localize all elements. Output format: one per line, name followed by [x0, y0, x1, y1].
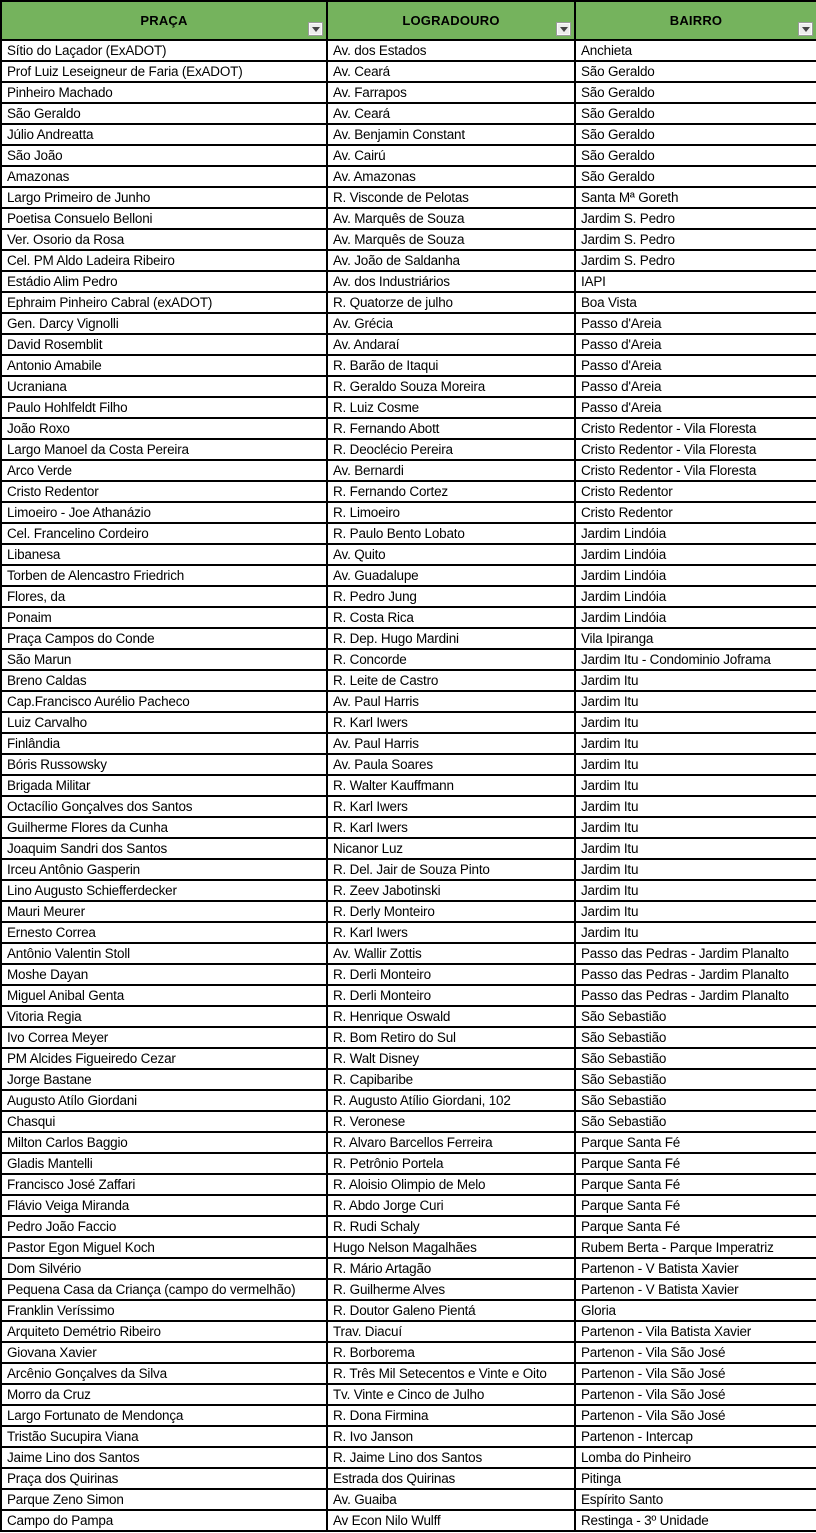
cell-praca[interactable]: São João: [1, 145, 327, 166]
table-row: [1, 355, 816, 376]
cell-praca[interactable]: Pedro João Faccio: [1, 1216, 327, 1237]
cell-praca[interactable]: Tristão Sucupira Viana: [1, 1426, 327, 1447]
table-row: [1, 1363, 816, 1384]
cell-bairro[interactable]: Jardim Itu: [575, 880, 816, 901]
cell-bairro[interactable]: São Sebastião: [575, 1069, 816, 1090]
cell-logradouro[interactable]: R. Guilherme Alves: [327, 1279, 575, 1300]
cell-logradouro[interactable]: R. Capibaribe: [327, 1069, 575, 1090]
table-row: [1, 1426, 816, 1447]
cell-logradouro[interactable]: R. Veronese: [327, 1111, 575, 1132]
cell-praca[interactable]: Largo Primeiro de Junho: [1, 187, 327, 208]
cell-logradouro[interactable]: Av. Guaiba: [327, 1489, 575, 1510]
table-row: [1, 439, 816, 460]
cell-logradouro[interactable]: R. Barão de Itaqui: [327, 355, 575, 376]
cell-logradouro[interactable]: R. Walt Disney: [327, 1048, 575, 1069]
cell-bairro[interactable]: Boa Vista: [575, 292, 816, 313]
cell-praca[interactable]: Dom Silvério: [1, 1258, 327, 1279]
table-body: [1, 40, 816, 1531]
cell-praca[interactable]: Vitoria Regia: [1, 1006, 327, 1027]
table-row: [1, 565, 816, 586]
table-row: [1, 1405, 816, 1426]
table-row: [1, 817, 816, 838]
cell-bairro[interactable]: Jardim Lindóia: [575, 607, 816, 628]
table-row: [1, 397, 816, 418]
cell-bairro[interactable]: Jardim Itu: [575, 838, 816, 859]
cell-praca[interactable]: João Roxo: [1, 418, 327, 439]
table-row: [1, 796, 816, 817]
table-row: [1, 964, 816, 985]
cell-praca[interactable]: Arco Verde: [1, 460, 327, 481]
cell-bairro[interactable]: Passo d'Areia: [575, 313, 816, 334]
cell-praca[interactable]: Paulo Hohlfeldt Filho: [1, 397, 327, 418]
cell-bairro[interactable]: Cristo Redentor - Vila Floresta: [575, 460, 816, 481]
cell-bairro[interactable]: São Sebastião: [575, 1027, 816, 1048]
cell-praca[interactable]: Pequena Casa da Criança (campo do vermelhão): [1, 1279, 327, 1300]
table-row: [1, 943, 816, 964]
cell-praca[interactable]: Ponaim: [1, 607, 327, 628]
cell-bairro[interactable]: Gloria: [575, 1300, 816, 1321]
cell-praca[interactable]: Poetisa Consuelo Belloni: [1, 208, 327, 229]
cell-logradouro[interactable]: R. Pedro Jung: [327, 586, 575, 607]
table-row: [1, 1300, 816, 1321]
cell-praca[interactable]: Cristo Redentor: [1, 481, 327, 502]
cell-bairro[interactable]: Santa Mª Goreth: [575, 187, 816, 208]
cell-logradouro[interactable]: Av. Grécia: [327, 313, 575, 334]
cell-logradouro[interactable]: R. Paulo Bento Lobato: [327, 523, 575, 544]
cell-bairro[interactable]: Rubem Berta - Parque Imperatriz: [575, 1237, 816, 1258]
table-row: [1, 901, 816, 922]
cell-bairro[interactable]: Parque Santa Fé: [575, 1195, 816, 1216]
cell-praca[interactable]: Largo Fortunato de Mendonça: [1, 1405, 327, 1426]
cell-praca[interactable]: Augusto Atílo Giordani: [1, 1090, 327, 1111]
cell-logradouro[interactable]: R. Augusto Atílio Giordani, 102: [327, 1090, 575, 1111]
cell-praca[interactable]: Jorge Bastane: [1, 1069, 327, 1090]
cell-logradouro[interactable]: Av. Wallir Zottis: [327, 943, 575, 964]
cell-bairro[interactable]: Jardim Itu: [575, 796, 816, 817]
cell-bairro[interactable]: Anchieta: [575, 40, 816, 61]
table-row: [1, 775, 816, 796]
table-row: [1, 82, 816, 103]
cell-praca[interactable]: Ver. Osorio da Rosa: [1, 229, 327, 250]
table-row: [1, 1447, 816, 1468]
table-row: [1, 40, 816, 61]
table-row: [1, 166, 816, 187]
cell-logradouro[interactable]: R. Abdo Jorge Curi: [327, 1195, 575, 1216]
cell-praca[interactable]: PM Alcides Figueiredo Cezar: [1, 1048, 327, 1069]
filter-dropdown-button-praca[interactable]: [308, 22, 323, 36]
cell-praca[interactable]: Chasqui: [1, 1111, 327, 1132]
cell-bairro[interactable]: São Geraldo: [575, 124, 816, 145]
cell-bairro[interactable]: Cristo Redentor - Vila Floresta: [575, 418, 816, 439]
cell-bairro[interactable]: Jardim Itu - Condominio Joframa: [575, 649, 816, 670]
cell-bairro[interactable]: Restinga - 3º Unidade: [575, 1510, 816, 1531]
cell-logradouro[interactable]: R. Deoclécio Pereira: [327, 439, 575, 460]
cell-logradouro[interactable]: Av. Bernardi: [327, 460, 575, 481]
cell-logradouro[interactable]: R. Petrônio Portela: [327, 1153, 575, 1174]
cell-praca[interactable]: Cel. PM Aldo Ladeira Ribeiro: [1, 250, 327, 271]
cell-bairro[interactable]: Partenon - Vila Batista Xavier: [575, 1321, 816, 1342]
cell-logradouro[interactable]: Av. dos Industriários: [327, 271, 575, 292]
cell-praca[interactable]: Morro da Cruz: [1, 1384, 327, 1405]
cell-bairro[interactable]: Passo das Pedras - Jardim Planalto: [575, 985, 816, 1006]
cell-praca[interactable]: Parque Zeno Simon: [1, 1489, 327, 1510]
cell-logradouro[interactable]: Av Econ Nilo Wulff: [327, 1510, 575, 1531]
table-row: [1, 1342, 816, 1363]
cell-bairro[interactable]: Passo d'Areia: [575, 397, 816, 418]
cell-praca[interactable]: Moshe Dayan: [1, 964, 327, 985]
cell-bairro[interactable]: Jardim Itu: [575, 817, 816, 838]
cell-bairro[interactable]: Passo d'Areia: [575, 334, 816, 355]
cell-praca[interactable]: Ivo Correa Meyer: [1, 1027, 327, 1048]
cell-praca[interactable]: Pastor Egon Miguel Koch: [1, 1237, 327, 1258]
cell-bairro[interactable]: Cristo Redentor - Vila Floresta: [575, 439, 816, 460]
cell-logradouro[interactable]: R. Bom Retiro do Sul: [327, 1027, 575, 1048]
cell-bairro[interactable]: Jardim Lindóia: [575, 565, 816, 586]
table-row: [1, 124, 816, 145]
cell-bairro[interactable]: Partenon - Vila São José: [575, 1384, 816, 1405]
cell-logradouro[interactable]: R. Concorde: [327, 649, 575, 670]
cell-bairro[interactable]: Espírito Santo: [575, 1489, 816, 1510]
cell-praca[interactable]: Finlândia: [1, 733, 327, 754]
cell-bairro[interactable]: Lomba do Pinheiro: [575, 1447, 816, 1468]
table-row: [1, 1048, 816, 1069]
table-row: [1, 481, 816, 502]
cell-praca[interactable]: Lino Augusto Schiefferdecker: [1, 880, 327, 901]
table-row: [1, 1006, 816, 1027]
cell-logradouro[interactable]: R. Limoeiro: [327, 502, 575, 523]
cell-praca[interactable]: Largo Manoel da Costa Pereira: [1, 439, 327, 460]
cell-bairro[interactable]: Cristo Redentor: [575, 502, 816, 523]
cell-praca[interactable]: Joaquim Sandri dos Santos: [1, 838, 327, 859]
cell-logradouro[interactable]: R. Dep. Hugo Mardini: [327, 628, 575, 649]
cell-logradouro[interactable]: Av. João de Saldanha: [327, 250, 575, 271]
cell-bairro[interactable]: Partenon - Vila São José: [575, 1342, 816, 1363]
table-row: [1, 376, 816, 397]
cell-bairro[interactable]: IAPI: [575, 271, 816, 292]
filter-dropdown-button-bairro[interactable]: [798, 22, 813, 36]
table-row: [1, 334, 816, 355]
cell-logradouro[interactable]: R. Borborema: [327, 1342, 575, 1363]
cell-praca[interactable]: Praça Campos do Conde: [1, 628, 327, 649]
cell-praca[interactable]: Giovana Xavier: [1, 1342, 327, 1363]
cell-logradouro[interactable]: R. Walter Kauffmann: [327, 775, 575, 796]
cell-logradouro[interactable]: R. Geraldo Souza Moreira: [327, 376, 575, 397]
table-row: [1, 670, 816, 691]
cell-logradouro[interactable]: Av. Marquês de Souza: [327, 229, 575, 250]
cell-praca[interactable]: Estádio Alim Pedro: [1, 271, 327, 292]
cell-praca[interactable]: Gen. Darcy Vignolli: [1, 313, 327, 334]
cell-praca[interactable]: Praça dos Quirinas: [1, 1468, 327, 1489]
cell-praca[interactable]: São Marun: [1, 649, 327, 670]
cell-praca[interactable]: Ephraim Pinheiro Cabral (exADOT): [1, 292, 327, 313]
cell-praca[interactable]: Antonio Amabile: [1, 355, 327, 376]
filter-dropdown-icon: [312, 27, 320, 32]
cell-logradouro[interactable]: Trav. Diacuí: [327, 1321, 575, 1342]
table-row: [1, 418, 816, 439]
cell-logradouro[interactable]: Tv. Vinte e Cinco de Julho: [327, 1384, 575, 1405]
column-header-logradouro-label: LOGRADOURO: [402, 13, 500, 28]
table-row: [1, 1258, 816, 1279]
cell-praca[interactable]: Ernesto Correa: [1, 922, 327, 943]
cell-praca[interactable]: Arquiteto Demétrio Ribeiro: [1, 1321, 327, 1342]
header-row: [1, 1, 816, 40]
cell-logradouro[interactable]: R. Mário Artagão: [327, 1258, 575, 1279]
cell-logradouro[interactable]: Av. Paul Harris: [327, 733, 575, 754]
cell-bairro[interactable]: Jardim Itu: [575, 775, 816, 796]
table-row: [1, 187, 816, 208]
column-header-logradouro[interactable]: [327, 1, 575, 40]
cell-logradouro[interactable]: R. Jaime Lino dos Santos: [327, 1447, 575, 1468]
cell-praca[interactable]: Francisco José Zaffari: [1, 1174, 327, 1195]
cell-praca[interactable]: Ucraniana: [1, 376, 327, 397]
cell-logradouro[interactable]: R. Aloisio Olimpio de Melo: [327, 1174, 575, 1195]
table-row: [1, 1237, 816, 1258]
cell-praca[interactable]: Bóris Russowsky: [1, 754, 327, 775]
cell-logradouro[interactable]: Av. Quito: [327, 544, 575, 565]
cell-logradouro[interactable]: R. Derli Monteiro: [327, 964, 575, 985]
cell-praca[interactable]: Octacílio Gonçalves dos Santos: [1, 796, 327, 817]
cell-logradouro[interactable]: Av. Paul Harris: [327, 691, 575, 712]
cell-praca[interactable]: Sítio do Laçador (ExADOT): [1, 40, 327, 61]
table-row: [1, 1384, 816, 1405]
table-row: [1, 1489, 816, 1510]
cell-bairro[interactable]: Jardim Itu: [575, 922, 816, 943]
cell-logradouro[interactable]: R. Del. Jair de Souza Pinto: [327, 859, 575, 880]
table-row: [1, 649, 816, 670]
table-row: [1, 1132, 816, 1153]
cell-praca[interactable]: Mauri Meurer: [1, 901, 327, 922]
cell-logradouro[interactable]: R. Karl Iwers: [327, 817, 575, 838]
cell-bairro[interactable]: Jardim S. Pedro: [575, 250, 816, 271]
table-row: [1, 1468, 816, 1489]
table-row: [1, 229, 816, 250]
table-row: [1, 1216, 816, 1237]
cell-bairro[interactable]: Jardim Itu: [575, 901, 816, 922]
cell-logradouro[interactable]: R. Luiz Cosme: [327, 397, 575, 418]
cell-logradouro[interactable]: R. Fernando Abott: [327, 418, 575, 439]
cell-praca[interactable]: Flores, da: [1, 586, 327, 607]
table-row: [1, 250, 816, 271]
table-row: [1, 61, 816, 82]
cell-praca[interactable]: Cel. Francelino Cordeiro: [1, 523, 327, 544]
cell-bairro[interactable]: Parque Santa Fé: [575, 1216, 816, 1237]
cell-bairro[interactable]: Parque Santa Fé: [575, 1174, 816, 1195]
cell-praca[interactable]: Pinheiro Machado: [1, 82, 327, 103]
cell-praca[interactable]: Brigada Militar: [1, 775, 327, 796]
column-header-bairro-label: BAIRRO: [669, 13, 723, 28]
table-row: [1, 1069, 816, 1090]
cell-bairro[interactable]: Jardim Itu: [575, 712, 816, 733]
table-row: [1, 691, 816, 712]
table-row: [1, 586, 816, 607]
cell-praca[interactable]: Limoeiro - Joe Athanázio: [1, 502, 327, 523]
cell-bairro[interactable]: Jardim Lindóia: [575, 523, 816, 544]
cell-bairro[interactable]: São Sebastião: [575, 1048, 816, 1069]
cell-praca[interactable]: Jaime Lino dos Santos: [1, 1447, 327, 1468]
cell-bairro[interactable]: Passo das Pedras - Jardim Planalto: [575, 943, 816, 964]
table-row: [1, 754, 816, 775]
cell-bairro[interactable]: Jardim Itu: [575, 670, 816, 691]
cell-logradouro[interactable]: R. Karl Iwers: [327, 796, 575, 817]
cell-logradouro[interactable]: R. Dona Firmina: [327, 1405, 575, 1426]
filter-dropdown-icon: [802, 27, 810, 32]
cell-logradouro[interactable]: Av. Cairú: [327, 145, 575, 166]
cell-praca[interactable]: Amazonas: [1, 166, 327, 187]
table-row: [1, 712, 816, 733]
cell-praca[interactable]: Prof Luiz Leseigneur de Faria (ExADOT): [1, 61, 327, 82]
table-row: [1, 1153, 816, 1174]
cell-praca[interactable]: Júlio Andreatta: [1, 124, 327, 145]
cell-logradouro[interactable]: Nicanor Luz: [327, 838, 575, 859]
table-row: [1, 1111, 816, 1132]
cell-logradouro[interactable]: Av. Ceará: [327, 103, 575, 124]
cell-bairro[interactable]: Jardim Itu: [575, 859, 816, 880]
cell-bairro[interactable]: Partenon - Intercap: [575, 1426, 816, 1447]
cell-logradouro[interactable]: R. Karl Iwers: [327, 712, 575, 733]
table-row: [1, 1321, 816, 1342]
cell-logradouro[interactable]: Av. Farrapos: [327, 82, 575, 103]
table-row: [1, 628, 816, 649]
table-row: [1, 1027, 816, 1048]
cell-logradouro[interactable]: R. Quatorze de julho: [327, 292, 575, 313]
column-header-praca-label: PRAÇA: [140, 13, 188, 28]
cell-praca[interactable]: Breno Caldas: [1, 670, 327, 691]
cell-praca[interactable]: Guilherme Flores da Cunha: [1, 817, 327, 838]
cell-logradouro[interactable]: R. Ivo Janson: [327, 1426, 575, 1447]
cell-bairro[interactable]: São Geraldo: [575, 103, 816, 124]
cell-praca[interactable]: Arcênio Gonçalves da Silva: [1, 1363, 327, 1384]
cell-logradouro[interactable]: Av. Paula Soares: [327, 754, 575, 775]
cell-bairro[interactable]: Passo d'Areia: [575, 355, 816, 376]
cell-logradouro[interactable]: R. Zeev Jabotinski: [327, 880, 575, 901]
cell-logradouro[interactable]: R. Três Mil Setecentos e Vinte e Oito: [327, 1363, 575, 1384]
table-row: [1, 1174, 816, 1195]
cell-logradouro[interactable]: R. Fernando Cortez: [327, 481, 575, 502]
table-row: [1, 103, 816, 124]
cell-praca[interactable]: Torben de Alencastro Friedrich: [1, 565, 327, 586]
cell-logradouro[interactable]: R. Costa Rica: [327, 607, 575, 628]
cell-logradouro[interactable]: R. Karl Iwers: [327, 922, 575, 943]
cell-bairro[interactable]: São Geraldo: [575, 166, 816, 187]
table-row: [1, 733, 816, 754]
cell-bairro[interactable]: Partenon - V Batista Xavier: [575, 1258, 816, 1279]
cell-bairro[interactable]: São Geraldo: [575, 82, 816, 103]
table-row: [1, 292, 816, 313]
cell-bairro[interactable]: Pitinga: [575, 1468, 816, 1489]
cell-praca[interactable]: Milton Carlos Baggio: [1, 1132, 327, 1153]
filter-dropdown-icon: [560, 27, 568, 32]
cell-praca[interactable]: Campo do Pampa: [1, 1510, 327, 1531]
table-row: [1, 1279, 816, 1300]
table-row: [1, 922, 816, 943]
cell-logradouro[interactable]: R. Henrique Oswald: [327, 1006, 575, 1027]
table-row: [1, 208, 816, 229]
table-row: [1, 460, 816, 481]
cell-bairro[interactable]: Vila Ipiranga: [575, 628, 816, 649]
cell-logradouro[interactable]: Hugo Nelson Magalhães: [327, 1237, 575, 1258]
cell-bairro[interactable]: Partenon - V Batista Xavier: [575, 1279, 816, 1300]
cell-bairro[interactable]: Parque Santa Fé: [575, 1153, 816, 1174]
cell-bairro[interactable]: São Geraldo: [575, 145, 816, 166]
cell-bairro[interactable]: Jardim Lindóia: [575, 544, 816, 565]
cell-logradouro[interactable]: Av. Ceará: [327, 61, 575, 82]
cell-bairro[interactable]: São Geraldo: [575, 61, 816, 82]
table-row: [1, 1510, 816, 1531]
cell-logradouro[interactable]: Estrada dos Quirinas: [327, 1468, 575, 1489]
table-row: [1, 880, 816, 901]
cell-logradouro[interactable]: Av. Amazonas: [327, 166, 575, 187]
cell-praca[interactable]: Libanesa: [1, 544, 327, 565]
table-row: [1, 145, 816, 166]
cell-logradouro[interactable]: R. Alvaro Barcellos Ferreira: [327, 1132, 575, 1153]
cell-bairro[interactable]: Partenon - Vila São José: [575, 1405, 816, 1426]
cell-logradouro[interactable]: Av. Guadalupe: [327, 565, 575, 586]
column-header-praca[interactable]: [1, 1, 327, 40]
table-row: [1, 502, 816, 523]
cell-logradouro[interactable]: R. Derli Monteiro: [327, 985, 575, 1006]
cell-bairro[interactable]: Parque Santa Fé: [575, 1132, 816, 1153]
cell-bairro[interactable]: São Sebastião: [575, 1111, 816, 1132]
cell-praca[interactable]: Luiz Carvalho: [1, 712, 327, 733]
table-row: [1, 271, 816, 292]
cell-praca[interactable]: Gladis Mantelli: [1, 1153, 327, 1174]
table-row: [1, 544, 816, 565]
cell-logradouro[interactable]: Av. Marquês de Souza: [327, 208, 575, 229]
cell-logradouro[interactable]: R. Leite de Castro: [327, 670, 575, 691]
cell-praca[interactable]: São Geraldo: [1, 103, 327, 124]
cell-logradouro[interactable]: R. Visconde de Pelotas: [327, 187, 575, 208]
table-row: [1, 1090, 816, 1111]
cell-bairro[interactable]: São Sebastião: [575, 1090, 816, 1111]
table-row: [1, 859, 816, 880]
cell-bairro[interactable]: São Sebastião: [575, 1006, 816, 1027]
table-row: [1, 523, 816, 544]
table-row: [1, 607, 816, 628]
cell-praca[interactable]: Miguel Anibal Genta: [1, 985, 327, 1006]
cell-bairro[interactable]: Passo das Pedras - Jardim Planalto: [575, 964, 816, 985]
cell-logradouro[interactable]: R. Rudi Schaly: [327, 1216, 575, 1237]
cell-bairro[interactable]: Jardim Itu: [575, 754, 816, 775]
cell-praca[interactable]: Franklin Veríssimo: [1, 1300, 327, 1321]
cell-logradouro[interactable]: R. Doutor Galeno Pientá: [327, 1300, 575, 1321]
cell-praca[interactable]: Flávio Veiga Miranda: [1, 1195, 327, 1216]
cell-logradouro[interactable]: Av. Benjamin Constant: [327, 124, 575, 145]
cell-bairro[interactable]: Passo d'Areia: [575, 376, 816, 397]
table-row: [1, 313, 816, 334]
table-row: [1, 1195, 816, 1216]
table-row: [1, 838, 816, 859]
filter-dropdown-button-logradouro[interactable]: [556, 22, 571, 36]
cell-bairro[interactable]: Partenon - Vila São José: [575, 1363, 816, 1384]
cell-bairro[interactable]: Jardim Lindóia: [575, 586, 816, 607]
cell-praca[interactable]: Cap.Francisco Aurélio Pacheco: [1, 691, 327, 712]
cell-logradouro[interactable]: R. Derly Monteiro: [327, 901, 575, 922]
cell-praca[interactable]: David Rosemblit: [1, 334, 327, 355]
cell-bairro[interactable]: Cristo Redentor: [575, 481, 816, 502]
cell-logradouro[interactable]: Av. Andaraí: [327, 334, 575, 355]
column-header-bairro[interactable]: [575, 1, 816, 40]
cell-praca[interactable]: Antônio Valentin Stoll: [1, 943, 327, 964]
table-row: [1, 985, 816, 1006]
cell-praca[interactable]: Irceu Antônio Gasperin: [1, 859, 327, 880]
cell-bairro[interactable]: Jardim Itu: [575, 733, 816, 754]
cell-bairro[interactable]: Jardim Itu: [575, 691, 816, 712]
cell-bairro[interactable]: Jardim S. Pedro: [575, 208, 816, 229]
cell-logradouro[interactable]: Av. dos Estados: [327, 40, 575, 61]
cell-bairro[interactable]: Jardim S. Pedro: [575, 229, 816, 250]
